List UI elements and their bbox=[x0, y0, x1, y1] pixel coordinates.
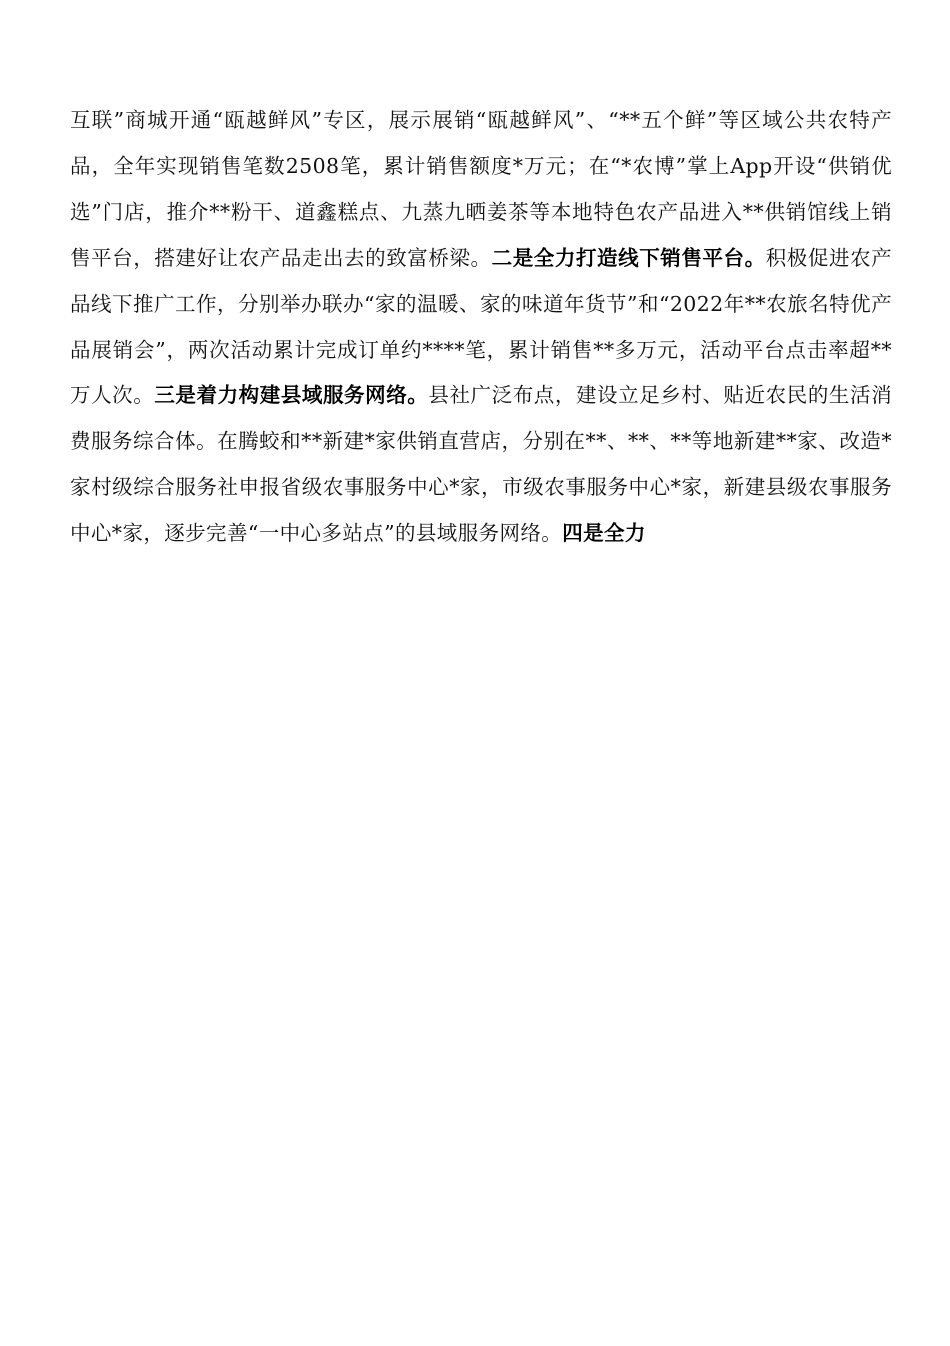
paragraph-segment-1: 互联”商城开通“瓯越鲜风”专区，展示展销“瓯越鲜风”、“**五个鲜”等区域公共农特产品，全年实现销售笔数2508笔，累计销售额度*万元；在“*农博”掌上App开设“供销优选”门店，推介**粉干、道鑫糕点、九蒸九晒姜茶等本地特色农产品进入**供销馆线上销售平台，搭建好让农产品走出去的致富桥梁。 bbox=[70, 108, 892, 270]
body-paragraph bbox=[70, 98, 892, 557]
heading-fourth-point: 四是全力 bbox=[562, 521, 646, 546]
heading-offline-platform: 二是全力打造线下销售平台。 bbox=[491, 245, 766, 270]
paragraph-segment-2: 积极促进农产品线下推广工作，分别举办联办“家的温暖、家的味道年货节”和“2022年**农旅名特优产品展销会”，两次活动累计完成订单约****笔，累计销售**多万元，活动平台点击率超**万人次。 bbox=[70, 245, 893, 408]
paragraph-segment-3: 县社广泛布点，建设立足乡村、贴近农民的生活消费服务综合体。在腾蛟和**新建*家供销直营店，分别在**、**、**等地新建**家、改造*家村级综合服务社申报省级农事服务中心*家，市级农事服务中心*家，新建县级农事服务中心*家，逐步完善“一中心多站点”的县域服务网络。 bbox=[70, 383, 892, 546]
heading-county-network: 三是着力构建县域服务网络。 bbox=[154, 383, 429, 408]
